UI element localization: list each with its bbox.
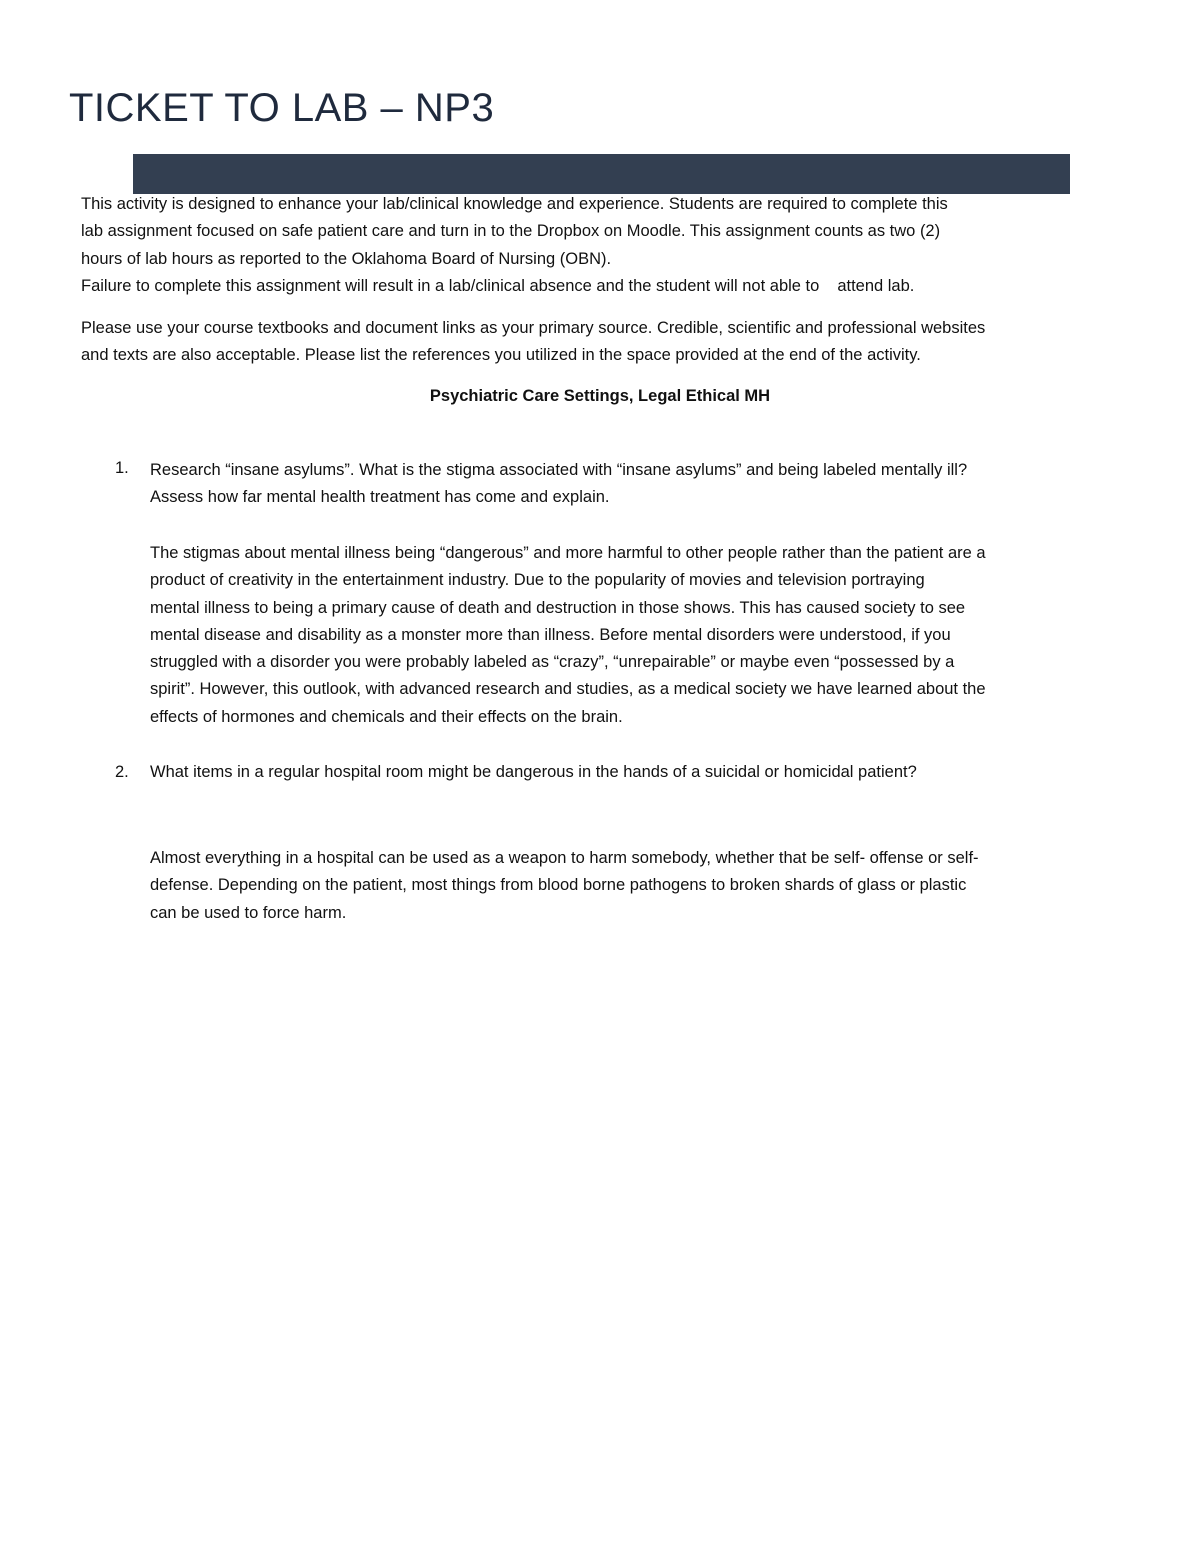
question-line: Research “insane asylums”. What is the stigma associated with “insane asylums” and being labeled mentally ill?	[150, 461, 968, 479]
answer-line: mental disease and disability as a monster more than illness. Before mental disorders were understood, if you	[150, 625, 951, 644]
question-text	[150, 759, 1140, 786]
intro-paragraph	[81, 191, 1121, 300]
answer-line: product of creativity in the entertainment industry. Due to the popularity of movies and television portraying	[150, 571, 925, 590]
intro-line-part: Failure to complete this assignment will result in a lab/clinical absence and the student will not able to	[81, 276, 820, 295]
references-line: Please use your course textbooks and document links as your primary source. Credible, scientific and professional websites	[81, 319, 986, 337]
answer-line: mental illness to being a primary cause of death and destruction in those shows. This has caused society to see	[150, 598, 966, 617]
references-paragraph	[81, 315, 1141, 370]
answer-paragraph	[150, 845, 1135, 927]
question-number: 2.	[115, 763, 129, 781]
intro-line: This activity is designed to enhance your lab/clinical knowledge and experience. Students are required to complete this	[81, 195, 948, 213]
answer-line: effects of hormones and chemicals and their effects on the brain.	[150, 707, 623, 726]
question-line: What items in a regular hospital room might be dangerous in the hands of a suicidal or homicidal patient?	[150, 763, 917, 781]
answer-line: defense. Depending on the patient, most things from blood borne pathogens to broken shards of glass or plastic	[150, 876, 967, 895]
question-line: Assess how far mental health treatment has come and explain.	[150, 488, 610, 507]
intro-line	[81, 273, 1121, 300]
document-title: TICKET TO LAB – NP3	[69, 86, 495, 130]
header-banner	[133, 154, 1070, 194]
answer-line: The stigmas about mental illness being “dangerous” and more harmful to other people rather than the patient are a	[150, 544, 986, 562]
answer-line: Almost everything in a hospital can be used as a weapon to harm somebody, whether that be self- offense or self-	[150, 849, 979, 867]
answer-line: can be used to force harm.	[150, 903, 347, 922]
answer-line: spirit”. However, this outlook, with advanced research and studies, as a medical society we have learned about the	[150, 680, 986, 699]
answer-line: struggled with a disorder you were probably labeled as “crazy”, “unrepairable” or maybe even “possessed by a	[150, 653, 955, 672]
section-heading: Psychiatric Care Settings, Legal Ethical MH	[429, 387, 771, 405]
intro-line: hours of lab hours as reported to the Oklahoma Board of Nursing (OBN).	[81, 249, 612, 268]
question-text	[150, 457, 1140, 512]
references-line: and texts are also acceptable. Please list the references you utilized in the space provided at the end of the activity.	[81, 346, 921, 365]
intro-line: lab assignment focused on safe patient care and turn in to the Dropbox on Moodle. This assignment counts as two (2)	[81, 222, 941, 241]
question-number: 1.	[115, 459, 129, 477]
intro-line-part: attend lab.	[837, 276, 915, 295]
answer-paragraph	[150, 540, 1135, 731]
